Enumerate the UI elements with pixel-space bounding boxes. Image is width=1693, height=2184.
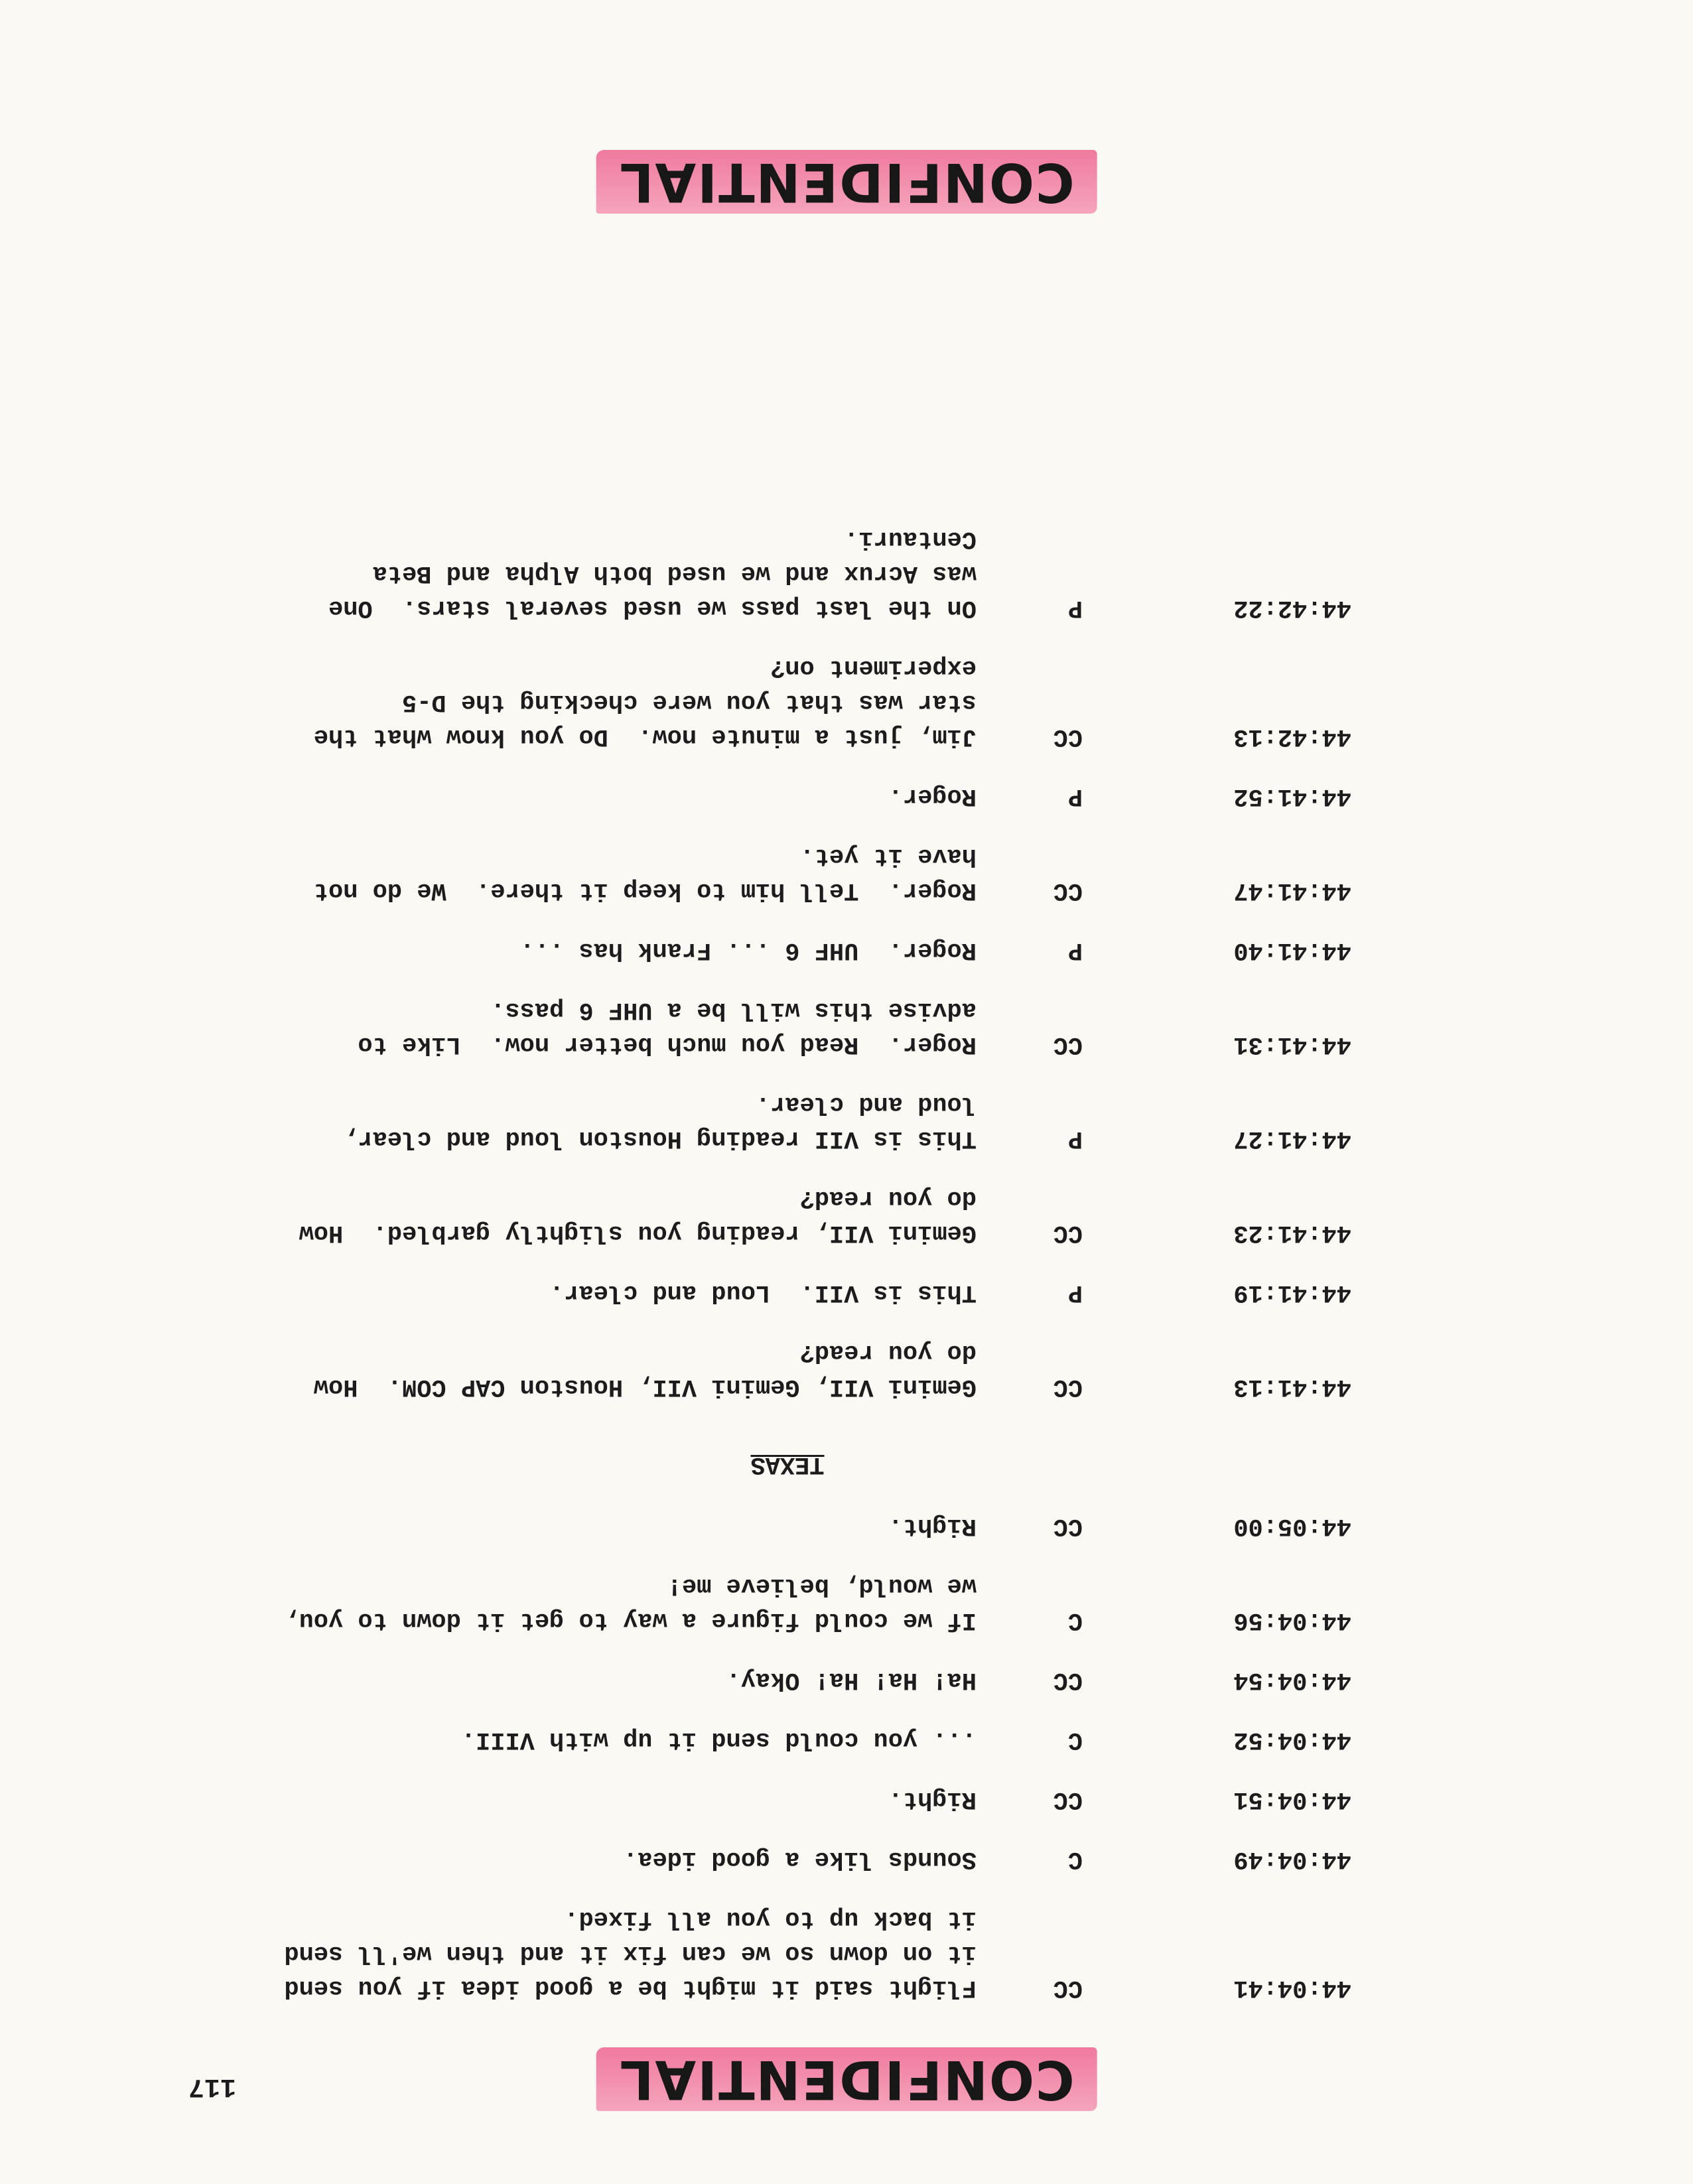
utterance: Ha! Ha! Ha! Okay. bbox=[726, 1666, 977, 1694]
transcript-row bbox=[277, 1842, 1351, 1876]
timestamp: 44:41:27 bbox=[1233, 1125, 1351, 1152]
speaker: P bbox=[1067, 1278, 1083, 1306]
speaker: CC bbox=[1053, 1974, 1083, 2002]
transcript-row bbox=[277, 1782, 1351, 1816]
speaker: CC bbox=[1053, 1030, 1083, 1058]
timestamp: 44:41:23 bbox=[1233, 1219, 1351, 1247]
transcript-row bbox=[277, 650, 1351, 754]
timestamp: 44:42:22 bbox=[1233, 594, 1351, 622]
transcript-row bbox=[277, 779, 1351, 813]
transcript-row bbox=[277, 1335, 1351, 1404]
speaker: C bbox=[1067, 1845, 1083, 1873]
speaker: P bbox=[1067, 782, 1083, 810]
transcript-row bbox=[277, 1181, 1351, 1250]
page-number: 117 bbox=[188, 2071, 236, 2101]
timestamp: 44:04:52 bbox=[1233, 1726, 1351, 1753]
timestamp: 44:04:56 bbox=[1233, 1606, 1351, 1634]
utterance: Right. bbox=[888, 1785, 977, 1813]
speaker: P bbox=[1067, 594, 1083, 622]
utterance: This is VII. Loud and clear. bbox=[549, 1278, 977, 1306]
utterance: Flight said it might be a good idea if you send it on down so we can fix it and then we'll send it back up to you all fixed. bbox=[269, 1905, 977, 2002]
utterance: Roger. UHF 6 ... Frank has ... bbox=[519, 936, 977, 964]
section-heading: TEXAS bbox=[750, 1450, 825, 1478]
speaker: C bbox=[1067, 1726, 1083, 1753]
speaker: P bbox=[1067, 936, 1083, 964]
utterance: This is VII reading Houston loud and clear, loud and clear. bbox=[328, 1090, 977, 1152]
timestamp: 44:41:52 bbox=[1233, 782, 1351, 810]
utterance: If we could figure a way to get it down to you, we would, believe me! bbox=[269, 1572, 977, 1634]
timestamp: 44:41:13 bbox=[1233, 1373, 1351, 1400]
utterance: Jim, just a minute now. Do you know what the star was that you were checking the D-5 experiment on? bbox=[299, 653, 977, 750]
transcript-row bbox=[277, 839, 1351, 908]
transcript-row bbox=[277, 933, 1351, 967]
confidential-stamp: CONFIDENTIAL bbox=[596, 150, 1097, 214]
timestamp: 44:05:00 bbox=[1233, 1512, 1351, 1540]
utterance: ... you could send it up with VIII. bbox=[460, 1726, 977, 1753]
timestamp: 44:41:47 bbox=[1233, 876, 1351, 904]
timestamp: 44:41:19 bbox=[1233, 1278, 1351, 1306]
speaker: CC bbox=[1053, 1785, 1083, 1813]
transcript-row bbox=[277, 1722, 1351, 1757]
speaker: CC bbox=[1053, 1512, 1083, 1540]
speaker: CC bbox=[1053, 876, 1083, 904]
speaker: CC bbox=[1053, 1373, 1083, 1400]
utterance: Right. bbox=[888, 1512, 977, 1540]
utterance: Gemini VII, Gemini VII, Houston CAP COM. How do you read? bbox=[299, 1338, 977, 1400]
timestamp: 44:41:40 bbox=[1233, 936, 1351, 964]
speaker: P bbox=[1067, 1125, 1083, 1152]
transcript-row bbox=[277, 1509, 1351, 1543]
transcript-row bbox=[269, 1901, 1351, 2005]
timestamp: 44:42:13 bbox=[1233, 722, 1351, 750]
transcript-row bbox=[269, 1568, 1351, 1637]
transcript bbox=[269, 496, 1351, 2005]
timestamp: 44:04:41 bbox=[1233, 1974, 1351, 2002]
transcript-row bbox=[277, 1087, 1351, 1156]
utterance: Gemini VII, reading you slightly garbled. How do you read? bbox=[284, 1184, 977, 1247]
transcript-row bbox=[277, 1275, 1351, 1310]
transcript-row bbox=[277, 1663, 1351, 1697]
utterance: Roger. Read you much better now. Like to advise this will be a UHF 6 pass. bbox=[343, 996, 977, 1058]
timestamp: 44:04:54 bbox=[1233, 1666, 1351, 1694]
speaker: CC bbox=[1053, 722, 1083, 750]
transcript-row bbox=[277, 992, 1351, 1061]
transcript-row bbox=[277, 521, 1351, 625]
timestamp: 44:41:31 bbox=[1233, 1030, 1351, 1058]
utterance: On the last pass we used several stars. One was Acrux and we used both Alpha and Beta Centauri. bbox=[313, 525, 977, 622]
speaker: CC bbox=[1053, 1219, 1083, 1247]
speaker: CC bbox=[1053, 1666, 1083, 1694]
utterance: Roger. bbox=[888, 782, 977, 810]
timestamp: 44:04:49 bbox=[1233, 1845, 1351, 1873]
confidential-stamp: CONFIDENTIAL bbox=[596, 2047, 1097, 2111]
utterance: Roger. Tell him to keep it there. We do not have it yet. bbox=[299, 842, 977, 904]
speaker: C bbox=[1067, 1606, 1083, 1634]
timestamp: 44:04:51 bbox=[1233, 1785, 1351, 1813]
utterance: Sounds like a good idea. bbox=[623, 1845, 977, 1873]
